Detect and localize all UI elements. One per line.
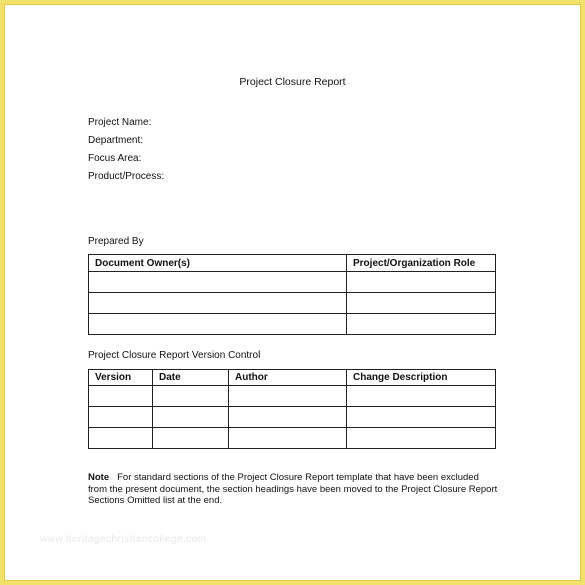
table-row [89, 386, 496, 407]
table-cell[interactable] [153, 407, 229, 428]
table-cell[interactable] [89, 407, 153, 428]
header-version: Version [89, 370, 153, 386]
version-control-table [88, 369, 496, 449]
watermark-text: www.heritagechristiancollege.com [40, 534, 207, 545]
table-cell[interactable] [347, 272, 496, 293]
table-header-row [89, 255, 496, 272]
note-label: Note [88, 472, 110, 483]
table-cell[interactable] [347, 386, 496, 407]
table-cell[interactable] [347, 407, 496, 428]
field-product-process: Product/Process: [88, 171, 165, 182]
table-cell[interactable] [89, 293, 347, 314]
field-project-name: Project Name: [88, 117, 152, 128]
table-row [89, 428, 496, 449]
project-fields [88, 117, 164, 189]
table-header-row [89, 370, 496, 386]
table-cell[interactable] [153, 386, 229, 407]
document-note [88, 472, 498, 507]
table-row [89, 314, 496, 335]
note-text: For standard sections of the Project Closure Report template that have been excluded from the present document, the section headings have been moved to the Project Closure Report Sections Omitted list at the end. [88, 472, 498, 506]
table-cell[interactable] [347, 314, 496, 335]
table-row [89, 407, 496, 428]
field-focus-area: Focus Area: [88, 153, 142, 164]
table-row [89, 293, 496, 314]
header-change-description: Change Description [347, 370, 496, 386]
table-cell[interactable] [89, 428, 153, 449]
table-cell[interactable] [89, 386, 153, 407]
table-cell[interactable] [89, 314, 347, 335]
table-cell[interactable] [347, 428, 496, 449]
header-document-owner: Document Owner(s) [89, 255, 347, 272]
header-author: Author [229, 370, 347, 386]
table-cell[interactable] [347, 293, 496, 314]
header-role: Project/Organization Role [347, 255, 496, 272]
document-title: Project Closure Report [239, 76, 346, 88]
prepared-by-label: Prepared By [88, 236, 144, 247]
table-cell[interactable] [229, 428, 347, 449]
table-cell[interactable] [229, 386, 347, 407]
field-department: Department: [88, 135, 144, 146]
prepared-by-table [88, 254, 496, 335]
table-row [89, 272, 496, 293]
table-cell[interactable] [153, 428, 229, 449]
table-cell[interactable] [89, 272, 347, 293]
header-date: Date [153, 370, 229, 386]
version-control-label: Project Closure Report Version Control [88, 350, 261, 361]
table-cell[interactable] [229, 407, 347, 428]
